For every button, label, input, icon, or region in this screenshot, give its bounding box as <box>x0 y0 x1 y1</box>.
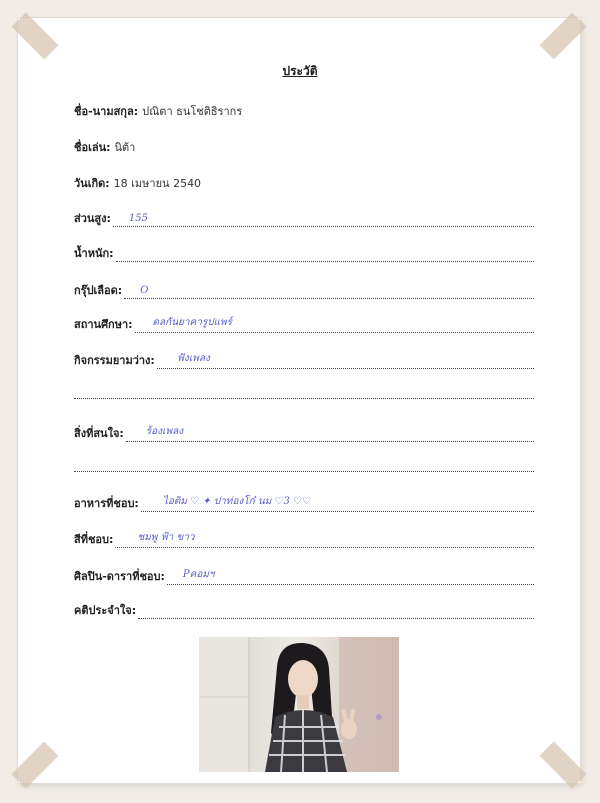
answer-line <box>116 247 534 262</box>
field-label: คติประจำใจ: <box>74 604 137 617</box>
field-label: ส่วนสูง: <box>74 212 111 225</box>
answer-line-extra <box>74 471 534 472</box>
answer-line <box>115 533 534 548</box>
field-interests <box>74 426 534 442</box>
field-full-name <box>74 104 534 120</box>
page-title: ประวัติ <box>282 64 318 78</box>
field-label: สถานศึกษา: <box>74 318 133 331</box>
handwritten-answer: O <box>140 285 149 296</box>
handwritten-answer: ร้องเพลง <box>145 426 184 437</box>
field-value: ปณิตา ธนโชติธิรากร <box>142 105 243 118</box>
field-label: วันเกิด: <box>74 177 110 190</box>
handwritten-answer: 155 <box>128 213 148 224</box>
tape-top-left <box>12 13 59 60</box>
handwritten-answer: ดลกันยาคารูปแพร์ <box>152 317 232 328</box>
answer-line <box>126 427 534 442</box>
tape-top-right <box>540 13 587 60</box>
field-value: 18 เมษายน 2540 <box>113 177 202 190</box>
field-favorite-color <box>74 532 534 548</box>
field-favorite-artist <box>74 569 534 585</box>
portrait-photo <box>199 637 399 772</box>
answer-line <box>124 284 534 299</box>
field-label: สีที่ชอบ: <box>74 533 114 546</box>
field-label: ศิลปิน-ดาราที่ชอบ: <box>74 570 165 583</box>
field-hobbies <box>74 353 534 369</box>
field-label: อาหารที่ชอบ: <box>74 497 139 510</box>
field-blood-type <box>74 283 534 299</box>
answer-line <box>135 318 534 333</box>
field-label: ชื่อ-นามสกุล: <box>74 105 139 118</box>
field-favorite-food <box>74 496 534 512</box>
field-label: กรุ๊ปเลือด: <box>74 284 123 297</box>
answer-line <box>141 497 534 512</box>
field-label: น้ำหนัก: <box>74 247 114 260</box>
answer-line <box>138 604 534 619</box>
answer-line <box>167 570 534 585</box>
answer-line <box>157 354 534 369</box>
field-height <box>74 211 534 227</box>
field-label: สิ่งที่สนใจ: <box>74 427 124 440</box>
field-weight <box>74 246 534 262</box>
handwritten-answer: ฟังเพลง <box>176 353 210 364</box>
field-label: ชื่อเล่น: <box>74 141 111 154</box>
field-nickname <box>74 140 534 156</box>
answer-line-extra <box>74 398 534 399</box>
handwritten-answer: ชมพู ฟ้า ขาว <box>137 532 195 543</box>
field-birthday <box>74 176 534 192</box>
handwritten-answer: ไอติม ♡ ✦ ปาท่องโก๋ นม ♡3 ♡♡ <box>162 496 311 507</box>
field-label: กิจกรรมยามว่าง: <box>74 354 155 367</box>
answer-line <box>113 212 534 227</box>
handwritten-answer: Pคอมฯ <box>182 569 215 580</box>
field-motto <box>74 603 534 619</box>
tape-bottom-right <box>540 742 587 789</box>
field-school <box>74 317 534 333</box>
tape-bottom-left <box>12 742 59 789</box>
field-value: นิต้า <box>114 141 136 154</box>
